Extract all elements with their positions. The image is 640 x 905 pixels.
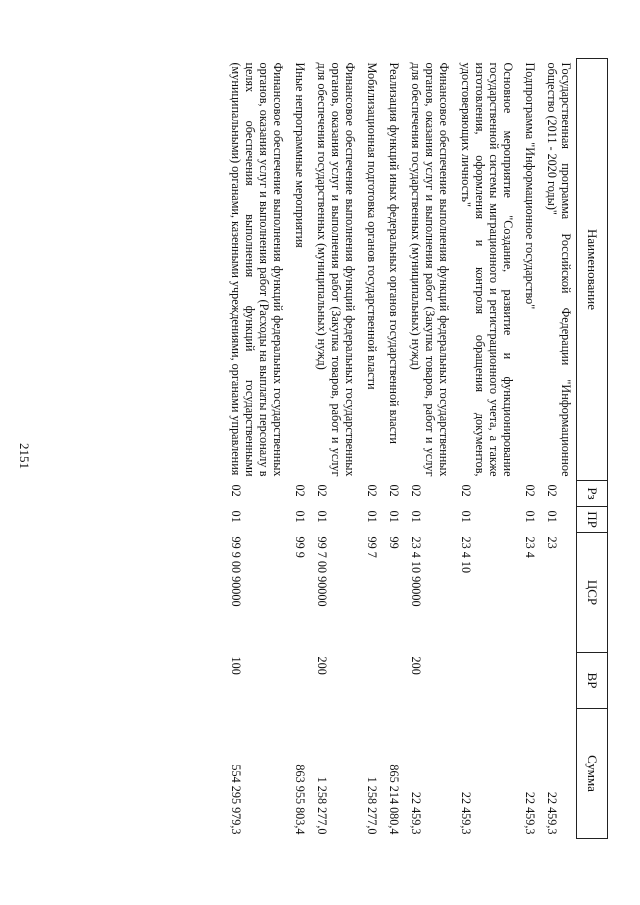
row-rz: 02 bbox=[229, 484, 243, 497]
table-header-row bbox=[577, 59, 608, 839]
row-rz: 02 bbox=[409, 484, 423, 497]
table-row bbox=[310, 59, 360, 839]
row-name: Финансовое обеспечение выполнения функций федеральных государственных органов, оказания услуг и выполнения работ (Расходы на выплаты персоналу в целях обеспечения выполнения функций государственными (муниципальными) органами, казенными учреждениями, органами управления bbox=[229, 62, 285, 477]
row-name: Иные непрограммные мероприятия bbox=[293, 62, 307, 248]
header-vr: ВР bbox=[577, 653, 608, 709]
table-row bbox=[404, 59, 454, 839]
row-sum: 865 214 080,4 bbox=[387, 764, 401, 835]
row-pr: 01 bbox=[523, 510, 537, 523]
row-vr bbox=[360, 653, 382, 709]
budget-sheet bbox=[68, 58, 608, 838]
row-csr: 99 7 bbox=[365, 536, 379, 558]
row-csr: 99 9 00 90000 bbox=[229, 536, 243, 607]
row-csr: 99 9 bbox=[293, 536, 307, 558]
row-name: Государственная программа Российской Федерации "Информационное общество (2011 - 2020 годы)" bbox=[545, 62, 573, 477]
row-name: Реализация функций иных федеральных органов государственной власти bbox=[387, 62, 401, 444]
row-sum: 554 295 979,3 bbox=[229, 764, 243, 835]
row-rz: 02 bbox=[365, 484, 379, 497]
row-csr: 99 7 00 90000 bbox=[315, 536, 329, 607]
row-vr: 200 bbox=[315, 656, 329, 675]
row-vr: 200 bbox=[409, 656, 423, 675]
row-vr bbox=[518, 653, 540, 709]
row-sum: 22 459,3 bbox=[459, 791, 473, 835]
row-pr: 01 bbox=[545, 510, 559, 523]
table-row bbox=[540, 59, 577, 839]
row-pr: 01 bbox=[229, 510, 243, 523]
row-csr: 23 4 bbox=[523, 536, 537, 558]
row-sum: 1 258 277,0 bbox=[365, 776, 379, 835]
row-vr: 100 bbox=[229, 656, 243, 675]
table-row bbox=[518, 59, 540, 839]
row-vr bbox=[382, 653, 404, 709]
row-pr: 01 bbox=[459, 510, 473, 523]
row-name: Основное мероприятие "Создание, развитие и функционирование государственной системы миграционного и регистрационного учета, а также изготовления, оформления и контроля обращения документов, удостоверяющих личность" bbox=[459, 62, 515, 477]
row-sum: 22 459,3 bbox=[545, 791, 559, 835]
table-row bbox=[288, 59, 310, 839]
row-sum: 22 459,3 bbox=[523, 791, 537, 835]
row-rz: 02 bbox=[459, 484, 473, 497]
row-name: Финансовое обеспечение выполнения функций федеральных государственных органов, оказания услуг и выполнения работ (Закупка товаров, работ и услуг для обеспечения государственных (муниципальных) нужд) bbox=[409, 62, 451, 477]
row-sum: 22 459,3 bbox=[409, 791, 423, 835]
table-row bbox=[454, 59, 518, 839]
row-vr bbox=[540, 653, 577, 709]
header-csr: ЦСР bbox=[577, 533, 608, 653]
row-csr: 23 bbox=[545, 536, 559, 549]
page-number: 2151 bbox=[17, 443, 32, 469]
row-csr: 99 bbox=[387, 536, 401, 549]
row-vr bbox=[454, 653, 518, 709]
header-pr: ПР bbox=[577, 507, 608, 533]
row-pr: 01 bbox=[387, 510, 401, 523]
row-pr: 01 bbox=[315, 510, 329, 523]
row-sum: 1 258 277,0 bbox=[315, 776, 329, 835]
row-name: Финансовое обеспечение выполнения функций федеральных государственных органов, оказания услуг и выполнения работ (Закупка товаров, работ и услуг для обеспечения государственных (муниципальных) нужд) bbox=[315, 62, 357, 477]
row-rz: 02 bbox=[523, 484, 537, 497]
row-pr: 01 bbox=[293, 510, 307, 523]
header-sum: Сумма bbox=[577, 709, 608, 839]
row-pr: 01 bbox=[409, 510, 423, 523]
row-name: Мобилизационная подготовка органов государственной власти bbox=[365, 62, 379, 390]
row-vr bbox=[288, 653, 310, 709]
row-rz: 02 bbox=[387, 484, 401, 497]
row-csr: 23 4 10 bbox=[459, 536, 473, 574]
row-rz: 02 bbox=[293, 484, 307, 497]
table-row bbox=[382, 59, 404, 839]
row-rz: 02 bbox=[315, 484, 329, 497]
header-rz: Рз bbox=[577, 481, 608, 507]
budget-table bbox=[224, 58, 608, 839]
row-rz: 02 bbox=[545, 484, 559, 497]
row-csr: 23 4 10 90000 bbox=[409, 536, 423, 607]
table-row bbox=[224, 59, 288, 839]
row-pr: 01 bbox=[365, 510, 379, 523]
table-row bbox=[360, 59, 382, 839]
row-sum: 863 955 803,4 bbox=[293, 764, 307, 835]
header-name: Наименование bbox=[577, 59, 608, 481]
row-name: Подпрограмма "Информационное государство" bbox=[523, 62, 537, 310]
